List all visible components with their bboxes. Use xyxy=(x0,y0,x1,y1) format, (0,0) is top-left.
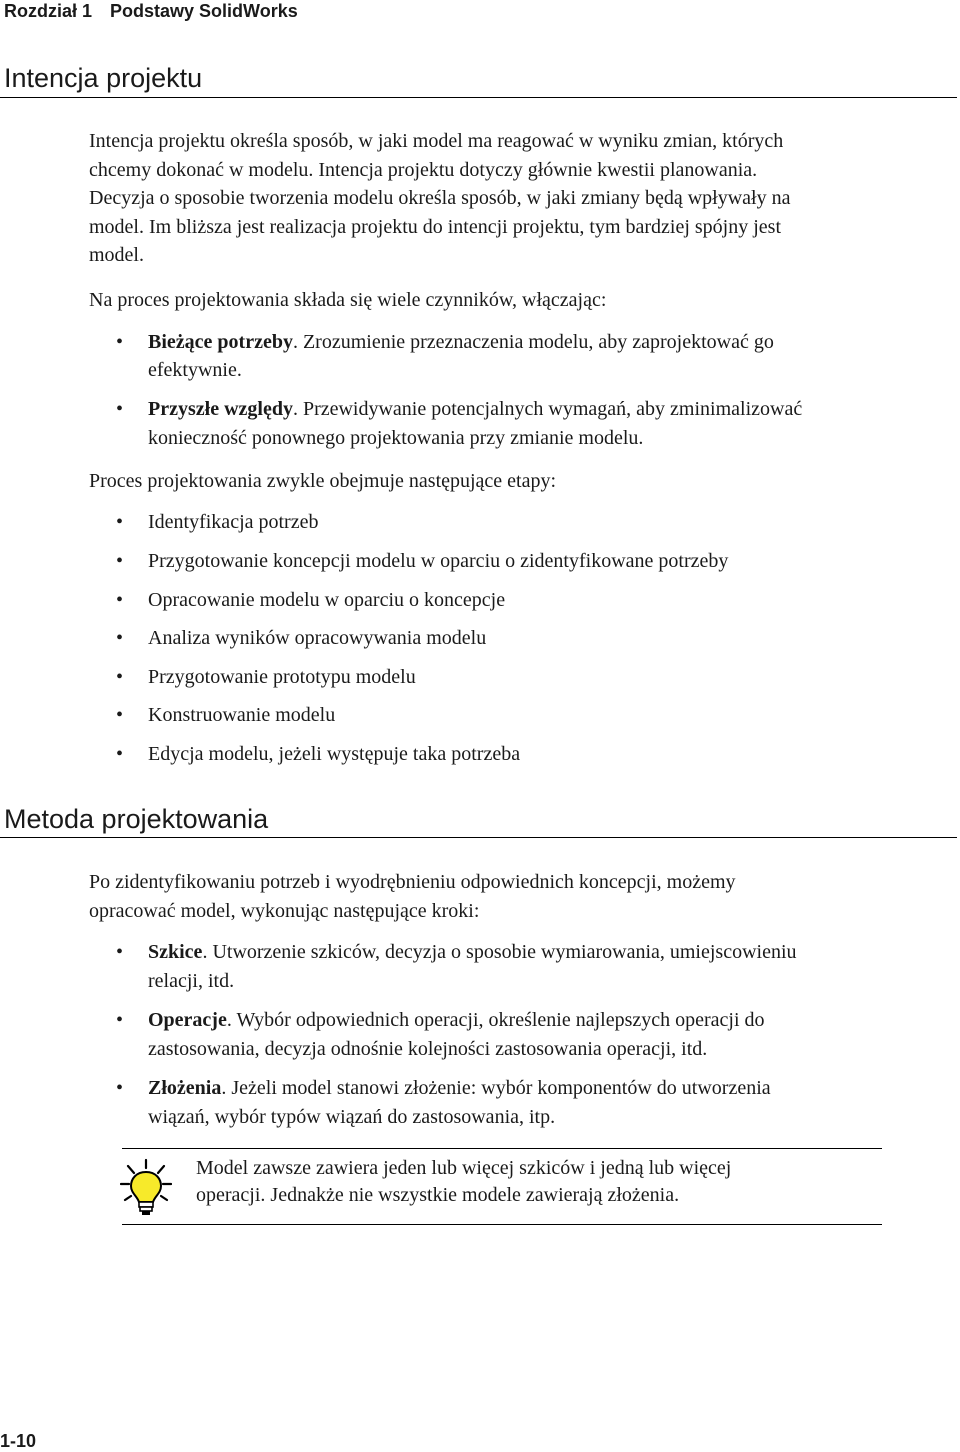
list-item-term: Przyszłe względy xyxy=(148,398,293,420)
list-item-continuation: wiązań, wybór typów wiązań do zastosowania, itp. xyxy=(148,1106,556,1128)
paragraph-line: model. Im bliższa jest realizacja projektu do intencji projektu, tym bardziej spójny jest xyxy=(89,216,782,238)
paragraph-line: Po zidentyfikowaniu potrzeb i wyodrębnieniu odpowiednich koncepcji, możemy xyxy=(89,871,736,893)
list-item-continuation: konieczność ponownego projektowania przy zmianie modelu. xyxy=(148,427,644,449)
list-item: Identyfikacja potrzeb xyxy=(148,511,319,533)
note-line: Model zawsze zawiera jeden lub więcej szkiców i jedną lub więcej xyxy=(196,1157,732,1179)
list-item-text: . Wybór odpowiednich operacji, określenie najlepszych operacji do xyxy=(226,1009,765,1031)
note-top-rule xyxy=(122,1148,882,1149)
list-item: Opracowanie modelu w oparciu o koncepcje xyxy=(148,589,506,611)
bullet: • xyxy=(116,1009,124,1031)
list-item-continuation: efektywnie. xyxy=(148,359,242,381)
list-item-future-considerations xyxy=(148,395,948,424)
bullet: • xyxy=(116,550,124,572)
list-item-term: Bieżące potrzeby xyxy=(148,331,293,353)
list-item-term: Operacje xyxy=(148,1009,227,1031)
list-item-features xyxy=(148,1006,948,1035)
list-item: Przygotowanie prototypu modelu xyxy=(148,666,416,688)
paragraph-line: opracować model, wykonując następujące kroki: xyxy=(89,900,480,922)
bullet: • xyxy=(116,511,124,533)
note-line: operacji. Jednakże nie wszystkie modele zawierają złożenia. xyxy=(196,1184,680,1206)
chapter-label: Rozdział 1 xyxy=(4,1,93,21)
bullet: • xyxy=(116,704,124,726)
list-item: Edycja modelu, jeżeli występuje taka potrzeba xyxy=(148,743,521,765)
list-item-continuation: zastosowania, decyzja odnośnie kolejności zastosowania operacji, itd. xyxy=(148,1038,708,1060)
list-item-text: . Jeżeli model stanowi złożenie: wybór komponentów do utworzenia xyxy=(221,1077,771,1099)
list-item-continuation: relacji, itd. xyxy=(148,970,235,992)
bullet: • xyxy=(116,589,124,611)
section-heading-design-method: Metoda projektowania xyxy=(4,804,269,834)
list-item-term: Szkice xyxy=(148,941,203,963)
list-item-current-needs xyxy=(148,328,948,357)
factors-intro: Na proces projektowania składa się wiele czynników, włączając: xyxy=(89,289,607,311)
lightbulb-icon xyxy=(120,1158,172,1218)
list-item: Analiza wyników opracowywania modelu xyxy=(148,627,487,649)
paragraph-line: Decyzja o sposobie tworzenia modelu określa sposób, w jaki zmiany będą wpływały na xyxy=(89,187,791,209)
list-item-text: . Zrozumienie przeznaczenia modelu, aby zaprojektować go xyxy=(292,331,774,353)
bullet: • xyxy=(116,331,124,353)
bullet: • xyxy=(116,398,124,420)
steps-intro: Proces projektowania zwykle obejmuje następujące etapy: xyxy=(89,470,557,492)
page-number: 1-10 xyxy=(0,1431,37,1451)
note-bottom-rule xyxy=(122,1224,882,1225)
paragraph-line: chcemy dokonać w modelu. Intencja projektu dotyczy głównie kwestii planowania. xyxy=(89,159,758,181)
running-header xyxy=(4,0,298,22)
bullet: • xyxy=(116,627,124,649)
list-item-text: . Utworzenie szkiców, decyzja o sposobie wymiarowania, umiejscowieniu xyxy=(202,941,797,963)
bullet: • xyxy=(116,941,124,963)
section-divider xyxy=(0,837,957,838)
list-item-text: . Przewidywanie potencjalnych wymagań, aby zminimalizować xyxy=(292,398,803,420)
list-item-sketches xyxy=(148,938,948,967)
bullet: • xyxy=(116,743,124,765)
section-divider xyxy=(0,97,957,98)
list-item-term: Złożenia xyxy=(148,1077,222,1099)
list-item: Konstruowanie modelu xyxy=(148,704,336,726)
section-heading-design-intent: Intencja projektu xyxy=(4,63,203,93)
bullet: • xyxy=(116,666,124,688)
list-item: Przygotowanie koncepcji modelu w oparciu o zidentyfikowane potrzeby xyxy=(148,550,729,572)
paragraph-line: Intencja projektu określa sposób, w jaki model ma reagować w wyniku zmian, których xyxy=(89,130,784,152)
paragraph-line: model. xyxy=(89,244,144,266)
chapter-title: Podstawy SolidWorks xyxy=(110,1,298,21)
list-item-assemblies xyxy=(148,1074,948,1103)
bullet: • xyxy=(116,1077,124,1099)
note-text xyxy=(196,1155,876,1209)
